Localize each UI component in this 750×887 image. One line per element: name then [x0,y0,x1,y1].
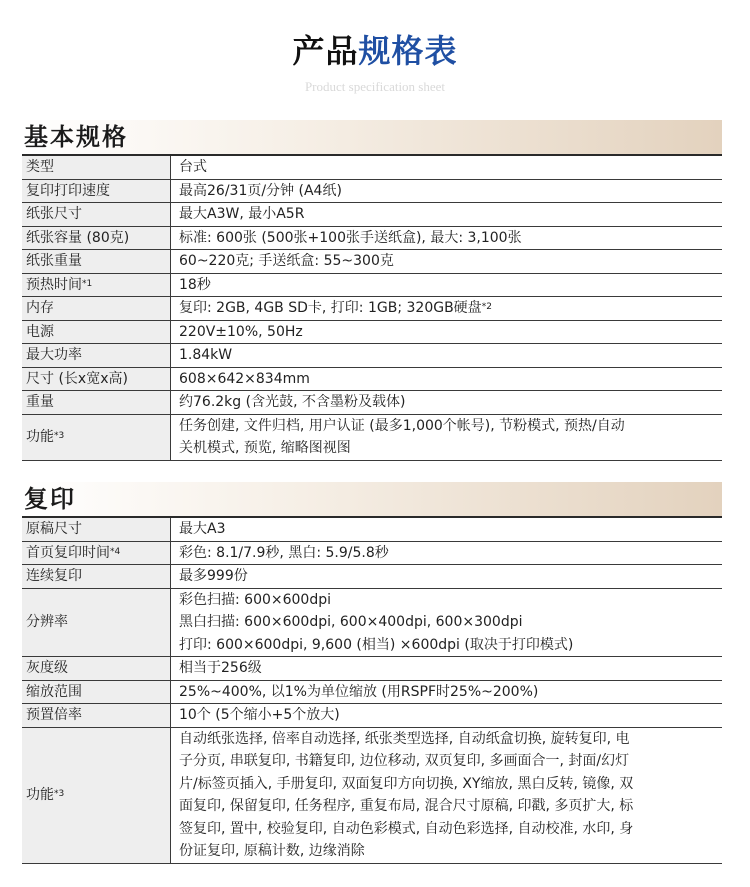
row-value-text: 复印: 2GB, 4GB SD卡, 打印: 1GB; 320GB硬盘 [179,300,482,316]
table-row [22,565,722,589]
row-value: 约76.2kg (含光鼓, 不含墨粉及载体) [171,391,723,415]
row-value [171,588,723,657]
table-row [22,250,722,274]
section-basic-specs [22,120,722,461]
table-row [22,297,722,321]
row-value: 标准: 600张 (500张+100张手送纸盒), 最大: 3,100张 [171,226,723,250]
row-label: 缩放范围 [22,680,171,704]
table-row [22,414,722,460]
row-value: 60~220克; 手送纸盒: 55~300克 [171,250,723,274]
table-row [22,320,722,344]
row-value: 相当于256级 [171,657,723,681]
row-label [22,273,171,297]
page-title-plain: 产品 [292,32,359,70]
table-row [22,273,722,297]
row-label-text: 预热时间 [26,276,82,293]
row-value: 彩色: 8.1/7.9秒, 黑白: 5.9/5.8秒 [171,541,723,565]
row-value [171,297,723,321]
section-copy [22,482,722,864]
row-value: 最高26/31页/分钟 (A4纸) [171,179,723,203]
page-title-accent: 规格表 [358,32,458,70]
footnote-marker: *3 [54,430,65,441]
row-label-text: 首页复印时间 [26,544,110,561]
row-label: 分辨率 [22,588,171,657]
row-value: 台式 [171,156,723,179]
row-label: 重量 [22,391,171,415]
row-label-text: 功能 [26,786,54,803]
row-label: 连续复印 [22,565,171,589]
row-value: 220V±10%, 50Hz [171,320,723,344]
table-row [22,727,722,863]
row-value [171,727,723,863]
row-value: 1.84kW [171,344,723,368]
row-value-line: 彩色扫描: 600×600dpi [179,591,332,608]
section-title-basic-specs: 基本规格 [22,120,722,156]
row-label [22,541,171,565]
footnote-marker: *4 [110,546,121,557]
row-label: 内存 [22,297,171,321]
table-row [22,680,722,704]
row-value-line: 打印: 600×600dpi, 9,600 (相当) ×600dpi (取决于打印模式) [179,636,574,653]
spec-table-basic [22,156,722,461]
table-row [22,179,722,203]
row-value-line: 签复印, 置中, 校验复印, 自动色彩模式, 自动色彩选择, 自动校准, 水印, 身 [179,820,634,837]
row-label: 纸张尺寸 [22,203,171,227]
row-value-line: 任务创建, 文件归档, 用户认证 (最多1,000个帐号), 节粉模式, 预热/自动 [179,417,625,434]
row-value: 25%~400%, 以1%为单位缩放 (用RSPF时25%~200%) [171,680,723,704]
table-row [22,226,722,250]
row-value-line: 面复印, 保留复印, 任务程序, 重复布局, 混合尺寸原稿, 印戳, 多页扩大, 标 [179,798,634,814]
row-label [22,414,171,460]
page-title [0,26,750,72]
footnote-marker: *1 [82,278,93,289]
table-row [22,588,722,657]
row-value [171,414,723,460]
row-label: 类型 [22,156,171,179]
table-row [22,367,722,391]
row-value: 最大A3W, 最小A5R [171,203,723,227]
table-row [22,657,722,681]
row-value-line: 片/标签页插入, 手册复印, 双面复印方向切换, XY缩放, 黑白反转, 镜像, 双 [179,775,634,792]
table-row [22,344,722,368]
row-label-text: 功能 [26,428,54,445]
row-value: 608×642×834mm [171,367,723,391]
row-value-line: 黑白扫描: 600×600dpi, 600×400dpi, 600×300dpi [179,614,523,630]
row-label: 电源 [22,320,171,344]
row-value: 18秒 [171,273,723,297]
row-label: 最大功率 [22,344,171,368]
row-label: 预置倍率 [22,704,171,728]
table-row [22,203,722,227]
spec-table-copy [22,518,722,864]
table-row [22,391,722,415]
row-value: 最多999份 [171,565,723,589]
row-value-line: 自动纸张选择, 倍率自动选择, 纸张类型选择, 自动纸盒切换, 旋转复印, 电 [179,730,630,747]
section-title-copy: 复印 [22,482,722,518]
row-label: 纸张容量 (80克) [22,226,171,250]
row-label: 纸张重量 [22,250,171,274]
table-row [22,541,722,565]
table-row [22,704,722,728]
table-row [22,518,722,541]
row-label: 尺寸 (长x宽x高) [22,367,171,391]
row-value-line: 份证复印, 原稿计数, 边缘消除 [179,843,365,859]
footnote-marker: *2 [481,302,492,312]
row-label: 原稿尺寸 [22,518,171,541]
row-value: 最大A3 [171,518,723,541]
page-subtitle: Product specification sheet [304,79,446,94]
table-row [22,156,722,179]
row-label: 复印打印速度 [22,179,171,203]
row-label: 灰度级 [22,657,171,681]
footnote-marker: *3 [54,788,65,799]
row-value-line: 子分页, 串联复印, 书籍复印, 边位移动, 双页复印, 多画面合一, 封面/幻灯 [179,753,630,769]
row-value: 10个 (5个缩小+5个放大) [171,704,723,728]
row-value-line: 关机模式, 预览, 缩略图视图 [179,440,351,456]
row-label [22,727,171,863]
